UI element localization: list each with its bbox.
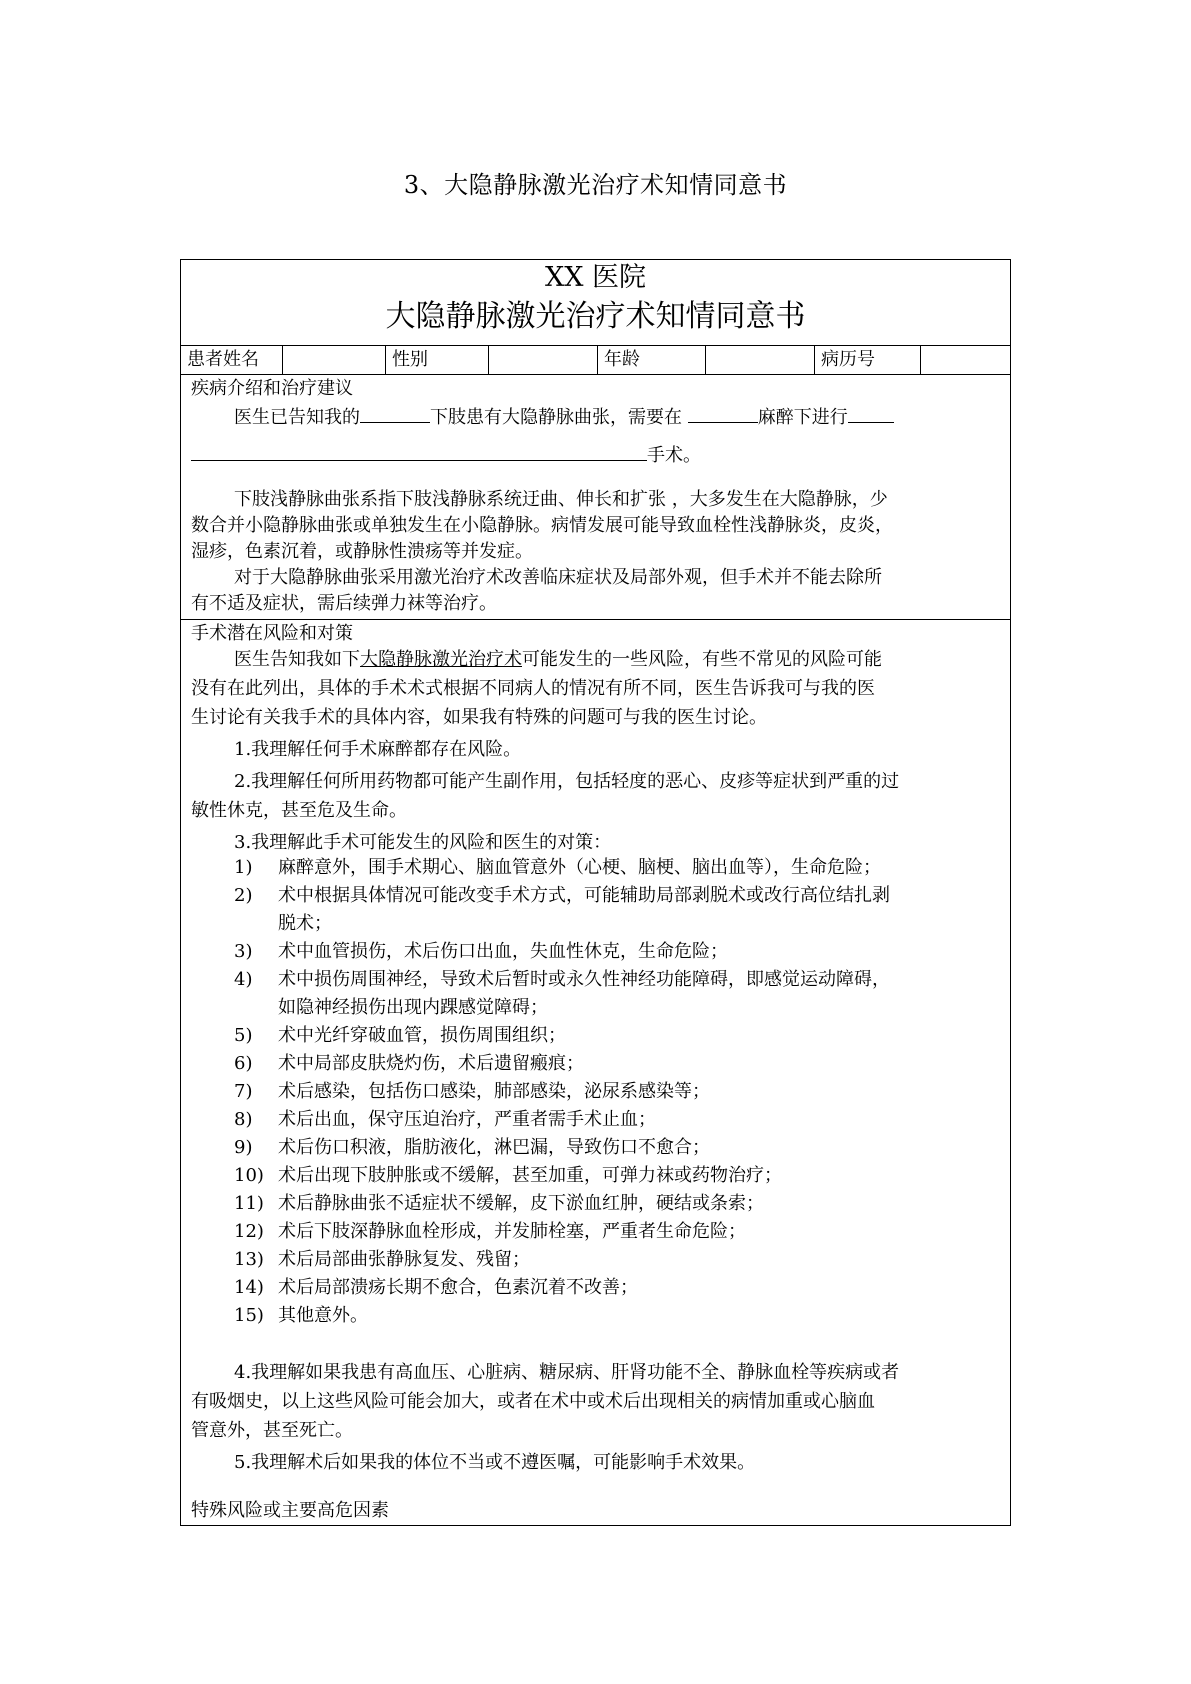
intro-paragraph-2: 有不适及症状，需后续弹力袜等治疗。	[191, 593, 497, 614]
risks-intro: 生讨论有关我手术的具体内容，如果我有特殊的问题可与我的医生讨论。	[191, 707, 767, 728]
record-number-label: 病历号	[815, 345, 921, 374]
patient-name-label: 患者姓名	[181, 345, 283, 374]
risk-item-text: 术中血管损伤，术后伤口出血，失血性休克，生命危险；	[278, 941, 728, 962]
procedure-name: 大隐静脉激光治疗术	[360, 649, 522, 670]
intro-text: 下肢患有大隐静脉曲张，需要在	[430, 407, 688, 428]
risk-item-text: 麻醉意外，围手术期心、脑血管意外（心梗、脑梗、脑出血等），生命危险；	[278, 857, 881, 878]
risk-item-text: 术后下肢深静脉血栓形成，并发肺栓塞，严重者生命危险；	[278, 1221, 746, 1242]
intro-paragraph-1: 下肢浅静脉曲张系指下肢浅静脉系统迂曲、伸长和扩张 ，大多发生在大隐静脉，少	[234, 489, 888, 510]
risk-item-number: 2)	[234, 885, 253, 906]
patient-info-row	[181, 345, 1010, 375]
risk-item-number: 5)	[234, 1025, 253, 1046]
risk-item-text-continued: 如隐神经损伤出现内踝感觉障碍；	[278, 997, 548, 1018]
risk-item-number: 3)	[234, 941, 253, 962]
risk-item-number: 15)	[234, 1305, 264, 1326]
risks-text: 可能发生的一些风险，有些不常见的风险可能	[522, 649, 882, 670]
age-label: 年龄	[598, 345, 706, 374]
risk-item-number: 10)	[234, 1165, 264, 1186]
risk-item-number: 9)	[234, 1137, 253, 1158]
form-header	[181, 260, 1010, 346]
special-risks-label: 特殊风险或主要高危因素	[191, 1500, 389, 1521]
risk-item-text: 术后静脉曲张不适症状不缓解，皮下淤血红肿，硬结或条索；	[278, 1193, 764, 1214]
sex-field[interactable]	[489, 345, 598, 374]
risks-heading: 手术潜在风险和对策	[191, 623, 353, 644]
sex-label: 性别	[386, 345, 489, 374]
disease-intro-section	[181, 374, 1010, 620]
intro-paragraph-1: 湿疹，色素沉着，或静脉性溃疡等并发症。	[191, 541, 533, 562]
risk-item-text-continued: 脱术；	[278, 913, 332, 934]
statement-4: 有吸烟史，以上这些风险可能会加大，或者在术中或术后出现相关的病情加重或心脑血	[191, 1391, 875, 1412]
procedure-blank-b[interactable]	[191, 442, 647, 461]
risk-item-number: 7)	[234, 1081, 253, 1102]
risk-item-number: 1)	[234, 857, 253, 878]
anesthesia-type-blank[interactable]	[688, 404, 758, 423]
risk-item-number: 13)	[234, 1249, 264, 1270]
risk-item-number: 8)	[234, 1109, 253, 1130]
statement-1: 1.我理解任何手术麻醉都存在风险。	[234, 739, 522, 760]
risks-intro	[234, 647, 882, 673]
intro-paragraph-2: 对于大隐静脉曲张采用激光治疗术改善临床症状及局部外观，但手术并不能去除所	[234, 567, 882, 588]
intro-text: 医生已告知我的	[234, 407, 360, 428]
statement-2: 2.我理解任何所用药物都可能产生副作用，包括轻度的恶心、皮疹等症状到严重的过	[234, 771, 900, 792]
intro-heading: 疾病介绍和治疗建议	[191, 378, 353, 399]
hospital-name: XX 医院	[544, 262, 647, 293]
limb-side-blank[interactable]	[360, 404, 430, 423]
risk-item-text: 术后局部溃疡长期不愈合，色素沉着不改善；	[278, 1277, 638, 1298]
age-field[interactable]	[706, 345, 815, 374]
statement-4: 4.我理解如果我患有高血压、心脏病、糖尿病、肝肾功能不全、静脉血栓等疾病或者	[234, 1362, 900, 1383]
risk-item-text: 其他意外。	[278, 1305, 368, 1326]
risk-item-number: 14)	[234, 1277, 264, 1298]
risk-item-text: 术后出血，保守压迫治疗，严重者需手术止血；	[278, 1109, 656, 1130]
risk-item-text: 术中光纤穿破血管，损伤周围组织；	[278, 1025, 566, 1046]
statement-5: 5.我理解术后如果我的体位不当或不遵医嘱，可能影响手术效果。	[234, 1452, 756, 1473]
risk-item-text: 术中损伤周围神经，导致术后暂时或永久性神经功能障碍，即感觉运动障碍，	[278, 969, 890, 990]
risk-item-number: 11)	[234, 1193, 264, 1214]
risk-item-number: 6)	[234, 1053, 253, 1074]
risks-intro: 没有在此列出，具体的手术术式根据不同病人的情况有所不同，医生告诉我可与我的医	[191, 678, 875, 699]
risk-item-text: 术后感染，包括伤口感染，肺部感染，泌尿系感染等；	[278, 1081, 710, 1102]
consent-form	[180, 259, 1011, 1526]
risk-item-number: 4)	[234, 969, 253, 990]
statement-4: 管意外，甚至死亡。	[191, 1420, 353, 1441]
procedure-blank-a[interactable]	[848, 404, 894, 423]
intro-line-2	[191, 442, 701, 469]
statement-2: 敏性休克，甚至危及生命。	[191, 800, 407, 821]
intro-paragraph-1: 数合并小隐静脉曲张或单独发生在小隐静脉。病情发展可能导致血栓性浅静脉炎，皮炎，	[191, 515, 893, 536]
risk-item-text: 术中局部皮肤烧灼伤，术后遗留瘢痕；	[278, 1053, 584, 1074]
patient-name-field[interactable]	[283, 345, 386, 374]
risk-item-text: 术后伤口积液，脂肪液化，淋巴漏，导致伤口不愈合；	[278, 1137, 710, 1158]
risk-item-text: 术后出现下肢肿胀或不缓解，甚至加重，可弹力袜或药物治疗；	[278, 1165, 782, 1186]
risk-item-number: 12)	[234, 1221, 264, 1242]
form-title: 大隐静脉激光治疗术知情同意书	[385, 299, 806, 334]
intro-text: 手术。	[647, 445, 701, 466]
risk-item-text: 术中根据具体情况可能改变手术方式，可能辅助局部剥脱术或改行高位结扎剥	[278, 885, 890, 906]
intro-text: 麻醉下进行	[757, 407, 848, 428]
risks-section	[181, 619, 1010, 1525]
record-number-field[interactable]	[921, 345, 1010, 374]
page-title: 3、大隐静脉激光治疗术知情同意书	[403, 171, 788, 199]
intro-line-1	[234, 404, 894, 431]
risks-text: 医生告知我如下	[234, 649, 360, 670]
risk-item-text: 术后局部曲张静脉复发、残留；	[278, 1249, 530, 1270]
statement-3: 3.我理解此手术可能发生的风险和医生的对策：	[234, 832, 612, 853]
